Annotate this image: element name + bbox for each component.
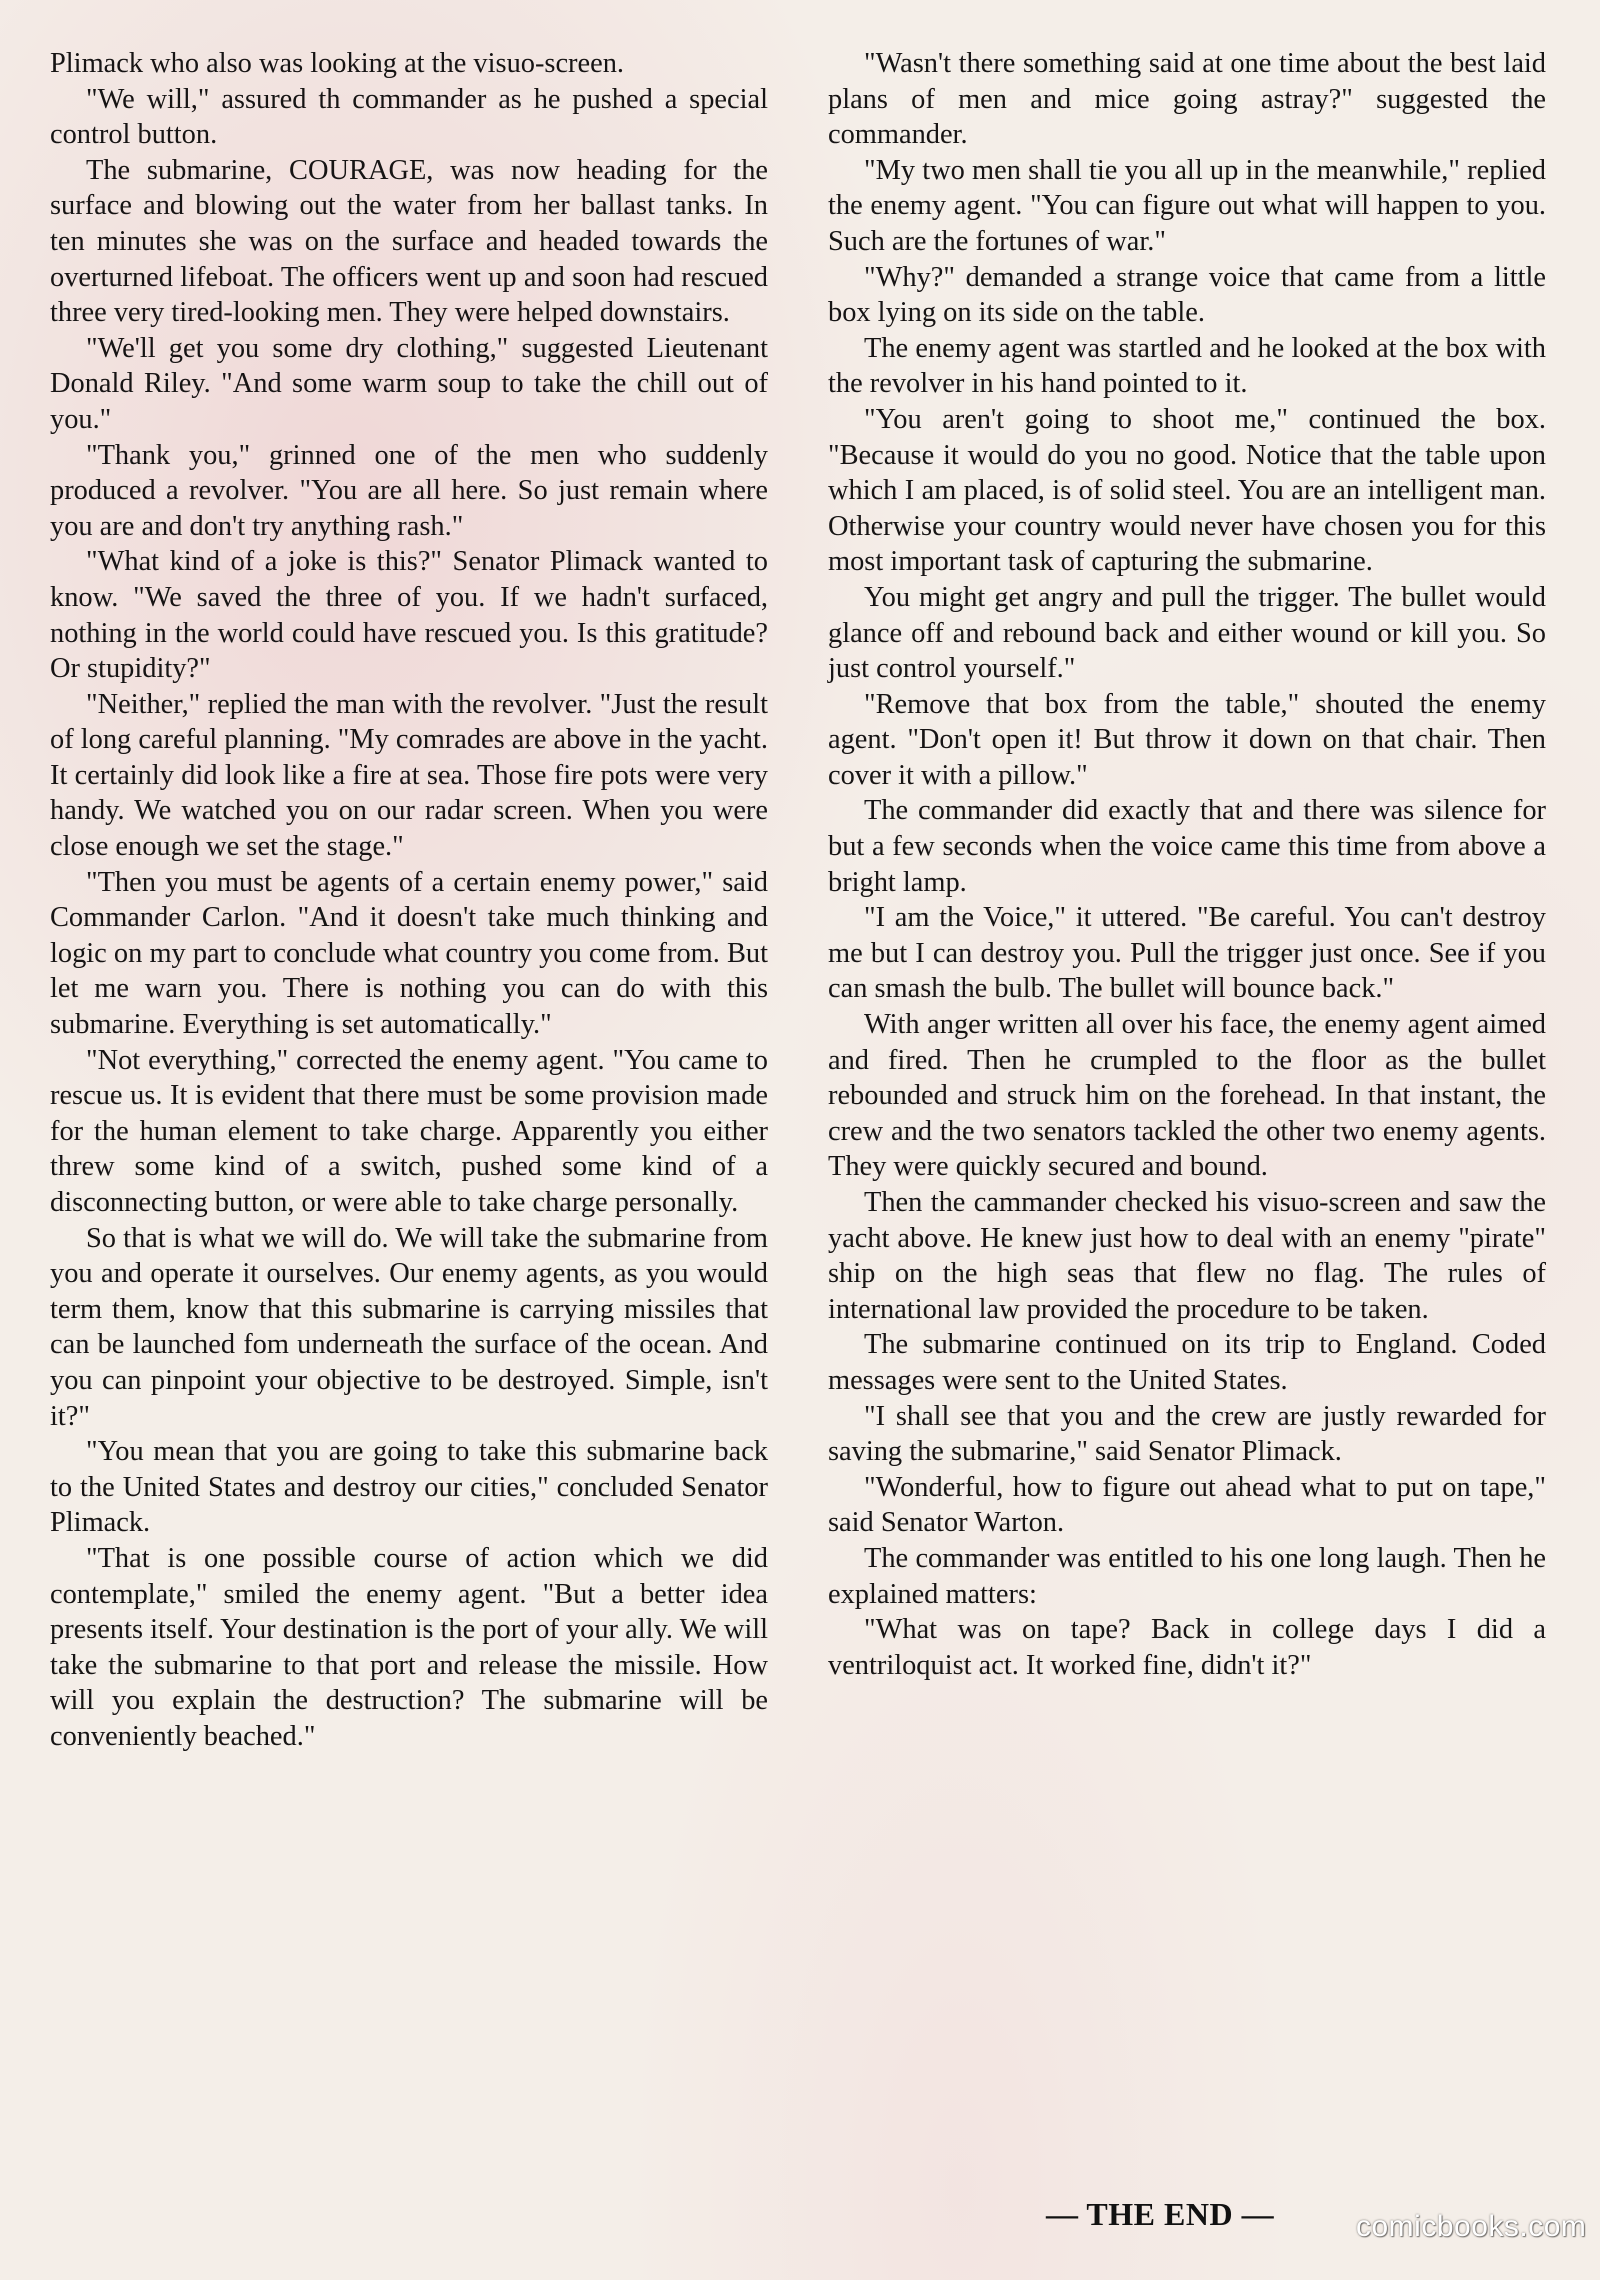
paragraph: "I am the Voice," it uttered. "Be careful. You can't destroy me but I can destroy you. Pull the trigger just once. See if you can smash the bulb. The bullet will bounce back." <box>828 902 1546 1005</box>
paragraph: So that is what we will do. We will take the submarine from you and operate it ourselves. Our enemy agents, as you would term them, know that this submarine is carrying missiles that can be launched fom underneath the surface of the ocean. And you can pinpoint your objective to be destroyed. Simple, isn't it?" <box>50 1222 768 1432</box>
paragraph: "Neither," replied the man with the revolver. "Just the result of long careful planning. "My comrades are above in the yacht. It certainly did look like a fire at sea. Those fire pots were very handy. We watched you on our radar screen. When you were close enough we set the stage." <box>50 688 768 863</box>
paragraph: "What kind of a joke is this?" Senator Plimack wanted to know. "We saved the three of you. If we hadn't surfaced, nothing in the world could have rescued you. Is this gratitude? Or stupidity?" <box>50 546 768 685</box>
paragraph: Plimack who also was looking at the visuo-screen. <box>50 48 625 79</box>
paragraph: "My two men shall tie you all up in the meanwhile," replied the enemy agent. "You can figure out what will happen to you. Such are the fortunes of war." <box>828 154 1546 257</box>
paragraph: The submarine, COURAGE, was now heading for the surface and blowing out the water from her ballast tanks. In ten minutes she was on the surface and headed towards the overturned lifeboat. The officers went up and soon had rescued three very tired-looking men. They were helped downstairs. <box>50 154 768 329</box>
paragraph: "Remove that box from the table," shouted the enemy agent. "Don't open it! But throw it down on that chair. Then cover it with a pillow." <box>828 688 1546 791</box>
paragraph: "I shall see that you and the crew are justly rewarded for saving the submarine," said Senator Plimack. <box>828 1400 1546 1468</box>
paragraph: "That is one possible course of action which we did contemplate," smiled the enemy agent. "But a better idea presents itself. Your destination is the port of your ally. We will take the submarine to that port and release the missile. How will you explain the destruction? The submarine will be conveniently beached." <box>50 1542 768 1752</box>
paragraph: You might get angry and pull the trigger. The bullet would glance off and rebound back and either wound or kill you. So just control yourself." <box>828 581 1546 685</box>
paragraph: "What was on tape? Back in college days I did a ventriloquist act. It worked fine, didn't it?" <box>828 1614 1546 1681</box>
paragraph: "Wasn't there something said at one time about the best laid plans of men and mice going astray?" suggested the commander. <box>828 48 1546 151</box>
paragraph: "Wonderful, how to figure out ahead what to put on tape," said Senator Warton. <box>828 1471 1546 1539</box>
right-text-column <box>828 46 1546 1683</box>
paragraph: The commander did exactly that and there was silence for but a few seconds when the voice came this time from above a bright lamp. <box>828 795 1546 898</box>
paragraph: The commander was entitled to his one long laugh. Then he explained matters: <box>828 1542 1546 1610</box>
paragraph: "Then you must be agents of a certain enemy power," said Commander Carlon. "And it doesn't take much thinking and logic on my part to conclude what country you come from. But let me warn you. There is nothing you can do with this submarine. Everything is set automatically." <box>50 866 768 1041</box>
left-text-column <box>50 46 768 1755</box>
paragraph: The submarine continued on its trip to England. Coded messages were sent to the United States. <box>828 1329 1546 1396</box>
paragraph: The enemy agent was startled and he looked at the box with the revolver in his hand pointed to it. <box>828 332 1546 400</box>
paragraph: "Thank you," grinned one of the men who suddenly produced a revolver. "You are all here. So just remain where you are and don't try anything rash." <box>50 439 768 542</box>
paragraph: With anger written all over his face, the enemy agent aimed and fired. Then he crumpled to the floor as the bullet rebounded and struck him on the forehead. In that instant, the crew and the two senators tackled the other two enemy agents. They were quickly secured and bound. <box>828 1009 1546 1183</box>
paragraph: "We will," assured th commander as he pushed a special control button. <box>50 83 768 151</box>
paragraph: "Not everything," corrected the enemy agent. "You came to rescue us. It is evident that there must be some provision made for the human element to take charge. Apparently you either threw some kind of a switch, pushed some kind of a disconnecting button, or were able to take charge personally. <box>50 1044 768 1218</box>
paragraph: "You aren't going to shoot me," continued the box. "Because it would do you no good. Notice that the table upon which I am placed, is of solid steel. You are an intelligent man. Otherwise your country would never have chosen you for this most important task of capturing the submarine. <box>828 403 1546 578</box>
site-watermark: comicbooks.com <box>1356 2210 1587 2243</box>
paragraph: Then the cammander checked his visuo-screen and saw the yacht above. He knew just how to deal with an enemy "pirate" ship on the high seas that flew no flag. The rules of international law provided the procedure to be taken. <box>828 1187 1546 1325</box>
paragraph: "You mean that you are going to take this submarine back to the United States and destroy our cities," concluded Senator Plimack. <box>50 1436 768 1539</box>
paragraph: "Why?" demanded a strange voice that came from a little box lying on its side on the table. <box>828 261 1546 329</box>
the-end-marker: — THE END — <box>1046 2196 1275 2232</box>
paragraph: "We'll get you some dry clothing," suggested Lieutenant Donald Riley. "And some warm soup to take the chill out of you." <box>50 332 768 435</box>
